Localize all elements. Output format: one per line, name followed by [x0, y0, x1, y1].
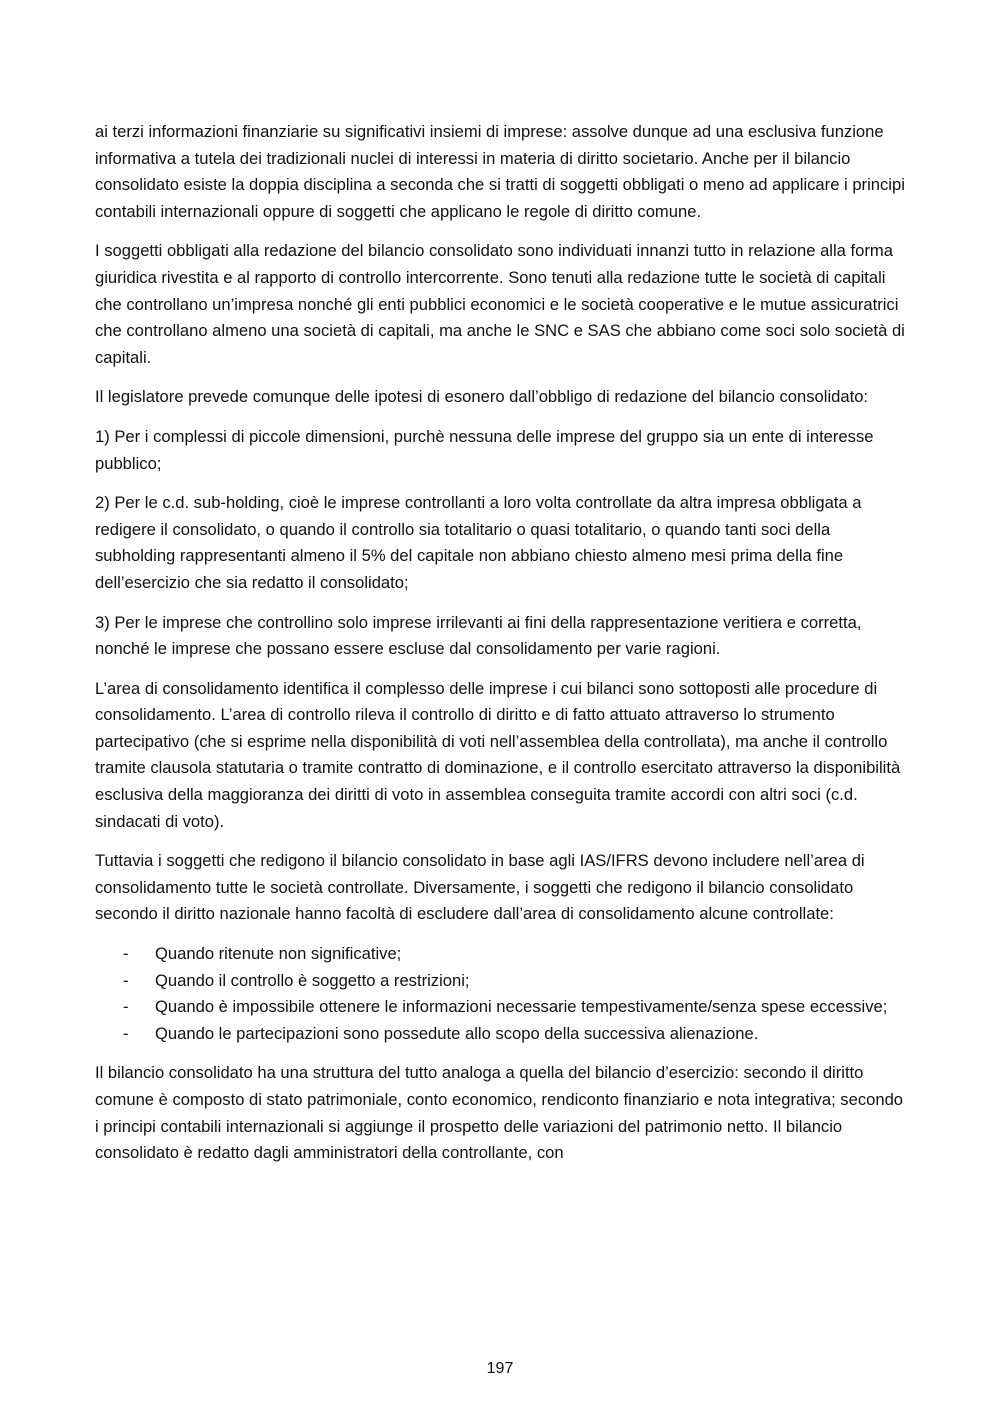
list-item-text: Quando il controllo è soggetto a restrizioni; — [155, 970, 470, 990]
list-dash-marker: - — [123, 997, 129, 1017]
list-item-text: Quando ritenute non significative; — [155, 944, 402, 964]
paragraph-exemption-2: 2) Per le c.d. sub-holding, cioè le imprese controllanti a loro volta controllate da altra impresa obbligata a redigere il consolidato, o quando il controllo sia totalitario o quasi totalitario, o quando tanti soci della subholding rappresentanti almeno il 5% del capitale non abbiano chiesto almeno mesi prima della fine dell’esercizio che sia redatto il consolidato; — [95, 493, 862, 592]
paragraph-consolidation-area: L’area di consolidamento identifica il complesso delle imprese i cui bilanci sono sottoposti alle procedure di consolidamento. L’area di controllo rileva il controllo di diritto e di fatto attuato attraverso lo strumento partecipativo (che si esprime nella disponibilità di voti nell’assemblea della controllata), ma anche il controllo tramite clausola statutaria o tramite contratto di dominazione, e il controllo esercitato attraverso la disponibilità esclusiva della maggioranza dei diritti di voto in assemblea conseguita tramite accordi con altri soci (c.d. sindacati di voto). — [95, 678, 901, 831]
paragraph-ias-ifrs: Tuttavia i soggetti che redigono il bilancio consolidato in base agli IAS/IFRS devono includere nell’area di consolidamento tutte le società controllate. Diversamente, i soggetti che redigono il bilancio consolidato secondo il diritto nazionale hanno facoltà di escludere dall’area di consolidamento alcune controllate: — [95, 851, 865, 924]
page-number: 197 — [486, 1360, 514, 1377]
paragraph-structure: Il bilancio consolidato ha una struttura del tutto analoga a quella del bilancio d’esercizio: secondo il diritto comune è composto di stato patrimoniale, conto economico, rendiconto finanziario e nota integrativa; secondo i principi contabili internazionali si aggiunge il prospetto delle variazioni del patrimonio netto. Il bilancio consolidato è redatto dagli amministratori della controllante, con — [95, 1063, 904, 1163]
list-dash-marker: - — [123, 970, 129, 990]
list-item — [95, 941, 907, 968]
paragraph-intro: ai terzi informazioni finanziarie su significativi insiemi di imprese: assolve dunque ad una esclusiva funzione informativa a tutela dei tradizionali nuclei di interessi in materia di diritto societario. Anche per il bilancio consolidato esiste la doppia disciplina a seconda che si tratti di soggetti obbligati o meno ad applicare i principi contabili internazionali oppure di soggetti che applicano le regole di diritto comune. — [95, 122, 905, 221]
paragraph-exemption-1: 1) Per i complessi di piccole dimensioni, purchè nessuna delle imprese del gruppo sia un ente di interesse pubblico; — [95, 426, 874, 473]
paragraph-exemptions-intro: Il legislatore prevede comunque delle ipotesi di esonero dall’obbligo di redazione del bilancio consolidato: — [95, 387, 869, 407]
page-body — [95, 119, 907, 1180]
list-item — [95, 1021, 907, 1048]
list-dash-marker: - — [123, 944, 129, 964]
list-item — [95, 994, 907, 1021]
list-item-text: Quando le partecipazioni sono possedute allo scopo della successiva alienazione. — [155, 1023, 759, 1043]
list-item — [95, 968, 907, 995]
list-dash-marker: - — [123, 1023, 129, 1043]
list-item-text: Quando è impossibile ottenere le informazioni necessarie tempestivamente/senza spese eccessive; — [155, 997, 888, 1017]
paragraph-exemption-3: 3) Per le imprese che controllino solo imprese irrilevanti ai fini della rappresentazione veritiera e corretta, nonché le imprese che possano essere escluse dal consolidamento per varie ragioni. — [95, 612, 862, 659]
exclusion-list — [95, 941, 907, 1047]
paragraph-obligated-subjects: I soggetti obbligati alla redazione del bilancio consolidato sono individuati innanzi tutto in relazione alla forma giuridica rivestita e al rapporto di controllo intercorrente. Sono tenuti alla redazione tutte le società di capitali che controllano un’impresa nonché gli enti pubblici economici e le società cooperative e le mutue assicuratrici che controllano almeno una società di capitali, ma anche le SNC e SAS che abbiano come soci solo società di capitali. — [95, 241, 905, 367]
